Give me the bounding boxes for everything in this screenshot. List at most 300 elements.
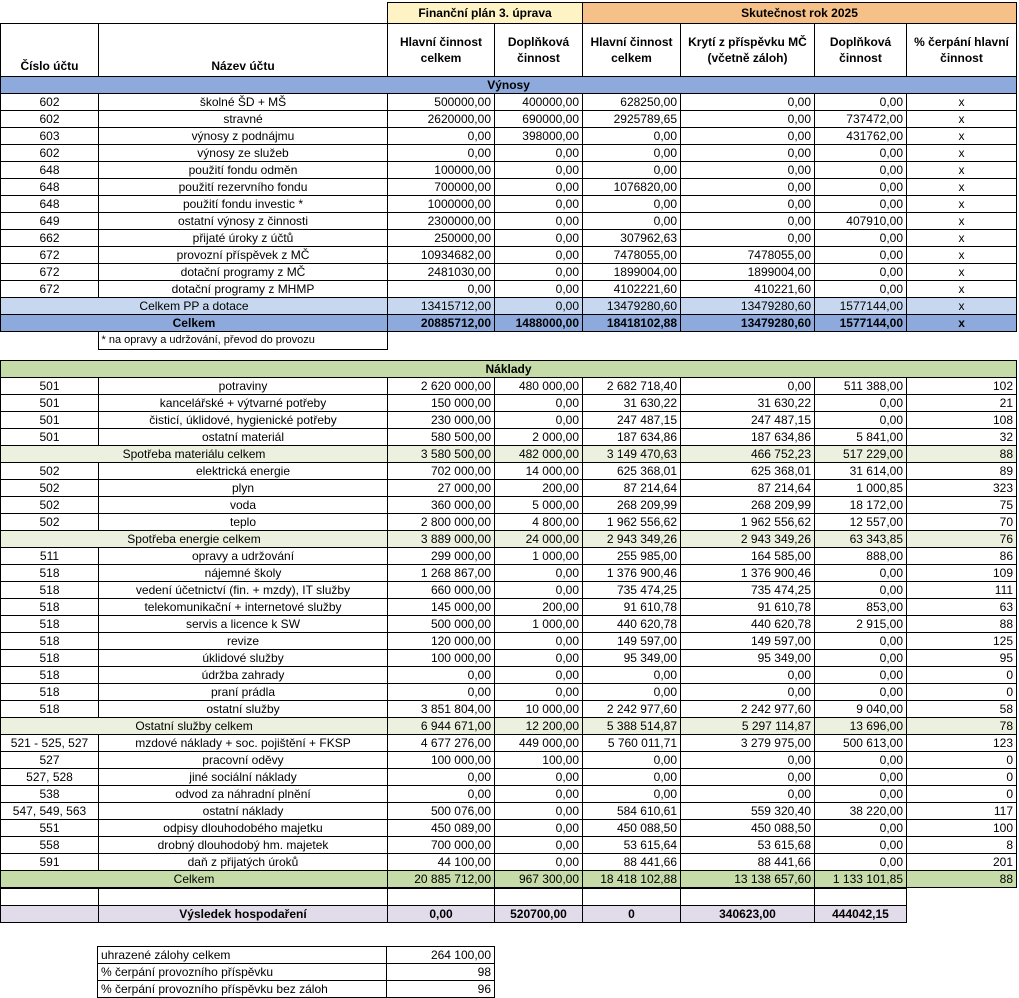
value-plan-main: 660 000,00 [388, 582, 495, 599]
value-real-coverage: 187 634,86 [681, 429, 815, 446]
value-plan-supplementary: 0,00 [495, 395, 583, 412]
value-real-coverage: 559 320,40 [681, 803, 815, 820]
value-real-main: 2 242 977,60 [583, 701, 681, 718]
value-percent: 95 [907, 650, 1017, 667]
value-percent: 323 [907, 480, 1017, 497]
subtotal-row-label: Celkem PP a dotace [1, 298, 388, 315]
result-plan-main: 0,00 [388, 906, 495, 923]
value-real-supplementary: 0,00 [815, 582, 907, 599]
table-row [1, 281, 1017, 298]
value-percent: x [907, 196, 1017, 213]
value-real-supplementary: 1577144,00 [815, 315, 907, 332]
account-name: voda [99, 497, 388, 514]
value-plan-main: 6 944 671,00 [388, 718, 495, 735]
total-row-label: Celkem [1, 315, 388, 332]
value-real-coverage: 1 376 900,46 [681, 565, 815, 582]
subtotal-row [1, 531, 1017, 548]
value-real-main: 2 943 349,26 [583, 531, 681, 548]
value-real-coverage: 5 297 114,87 [681, 718, 815, 735]
account-number: 501 [1, 412, 99, 429]
account-name: úklidové služby [99, 650, 388, 667]
value-real-supplementary: 0,00 [815, 667, 907, 684]
value-real-coverage: 0,00 [681, 786, 815, 803]
account-number: 518 [1, 701, 99, 718]
account-name: teplo [99, 514, 388, 531]
account-name: jiné sociální náklady [99, 769, 388, 786]
account-name: nájemné školy [99, 565, 388, 582]
value-percent: 89 [907, 463, 1017, 480]
spacer-cell [583, 889, 681, 906]
costs-title: Náklady [1, 361, 1017, 378]
account-number: 648 [1, 179, 99, 196]
value-percent: x [907, 213, 1017, 230]
value-plan-main: 700000,00 [388, 179, 495, 196]
value-real-main: 0,00 [583, 145, 681, 162]
account-name: opravy a udržování [99, 548, 388, 565]
value-real-supplementary: 2 915,00 [815, 616, 907, 633]
value-plan-supplementary: 1488000,00 [495, 315, 583, 332]
revenue-subtotal-row [1, 298, 1017, 315]
value-real-main: 0,00 [583, 684, 681, 701]
value-real-coverage: 7478055,00 [681, 247, 815, 264]
value-percent: 125 [907, 633, 1017, 650]
value-real-supplementary: 517 229,00 [815, 446, 907, 463]
value-real-main: 1899004,00 [583, 264, 681, 281]
value-real-main: 1 962 556,62 [583, 514, 681, 531]
revenue-footnote: * na opravy a udržování, převod do provozu [98, 332, 387, 349]
result-cell [1, 906, 99, 923]
account-number: 649 [1, 213, 99, 230]
account-number: 502 [1, 463, 99, 480]
value-real-main: 0,00 [583, 786, 681, 803]
account-number: 602 [1, 145, 99, 162]
account-number: 518 [1, 650, 99, 667]
value-percent: 75 [907, 497, 1017, 514]
value-real-coverage: 0,00 [681, 684, 815, 701]
value-plan-main: 20885712,00 [388, 315, 495, 332]
account-name: praní prádla [99, 684, 388, 701]
value-real-supplementary: 0,00 [815, 162, 907, 179]
value-real-main: 0,00 [583, 128, 681, 145]
value-real-supplementary: 0,00 [815, 769, 907, 786]
value-real-main: 628250,00 [583, 94, 681, 111]
value-real-supplementary: 0,00 [815, 395, 907, 412]
value-percent: x [907, 230, 1017, 247]
value-plan-main: 1 268 867,00 [388, 565, 495, 582]
value-real-main: 0,00 [583, 162, 681, 179]
summary-row [98, 947, 495, 964]
account-name: drobný dlouhodobý hm. majetek [99, 837, 388, 854]
value-real-coverage: 13 138 657,60 [681, 871, 815, 888]
value-percent: x [907, 145, 1017, 162]
value-real-supplementary: 0,00 [815, 247, 907, 264]
value-real-coverage: 0,00 [681, 213, 815, 230]
value-real-coverage: 31 630,22 [681, 395, 815, 412]
value-plan-main: 360 000,00 [388, 497, 495, 514]
value-plan-supplementary: 398000,00 [495, 128, 583, 145]
value-real-main: 1076820,00 [583, 179, 681, 196]
value-plan-supplementary: 0,00 [495, 769, 583, 786]
value-plan-main: 0,00 [388, 769, 495, 786]
table-row [1, 395, 1017, 412]
table-row [1, 111, 1017, 128]
result-real-supplementary: 444042,15 [815, 906, 907, 923]
account-name: odpisy dlouhodobého majetku [99, 820, 388, 837]
value-plan-supplementary: 0,00 [495, 179, 583, 196]
value-real-main: 2925789,65 [583, 111, 681, 128]
account-name: dotační programy z MHMP [99, 281, 388, 298]
table-row [1, 786, 1017, 803]
value-plan-main: 700 000,00 [388, 837, 495, 854]
value-plan-supplementary: 0,00 [495, 162, 583, 179]
value-real-supplementary: 737472,00 [815, 111, 907, 128]
value-plan-supplementary: 0,00 [495, 633, 583, 650]
value-percent: 8 [907, 837, 1017, 854]
value-real-coverage: 247 487,15 [681, 412, 815, 429]
value-real-coverage: 0,00 [681, 378, 815, 395]
value-percent: x [907, 162, 1017, 179]
table-row [1, 196, 1017, 213]
value-real-coverage: 149 597,00 [681, 633, 815, 650]
value-real-main: 31 630,22 [583, 395, 681, 412]
account-number: 672 [1, 264, 99, 281]
value-plan-main: 150 000,00 [388, 395, 495, 412]
revenue-section [0, 76, 1017, 350]
table-row [1, 803, 1017, 820]
value-real-coverage: 2 943 349,26 [681, 531, 815, 548]
revenue-title: Výnosy [1, 77, 1017, 94]
value-plan-main: 2481030,00 [388, 264, 495, 281]
value-real-coverage: 0,00 [681, 230, 815, 247]
value-plan-main: 27 000,00 [388, 480, 495, 497]
value-plan-supplementary: 0,00 [495, 196, 583, 213]
value-real-main: 91 610,78 [583, 599, 681, 616]
value-plan-supplementary: 10 000,00 [495, 701, 583, 718]
account-name: ostatní výnosy z činnosti [99, 213, 388, 230]
value-plan-supplementary: 482 000,00 [495, 446, 583, 463]
table-row [1, 497, 1017, 514]
value-percent: x [907, 281, 1017, 298]
account-name: dotační programy z MČ [99, 264, 388, 281]
value-percent: 88 [907, 446, 1017, 463]
result-label: Výsledek hospodaření [99, 906, 388, 923]
subtotal-row [1, 718, 1017, 735]
value-real-coverage: 450 088,50 [681, 820, 815, 837]
value-percent: 117 [907, 803, 1017, 820]
value-real-main: 5 388 514,87 [583, 718, 681, 735]
col-header-plan-supplementary: Doplňková činnost [495, 24, 583, 77]
value-real-supplementary: 0,00 [815, 684, 907, 701]
value-real-main: 584 610,61 [583, 803, 681, 820]
account-number: 602 [1, 94, 99, 111]
value-real-supplementary: 12 557,00 [815, 514, 907, 531]
value-real-main: 87 214,64 [583, 480, 681, 497]
value-real-main: 13479280,60 [583, 298, 681, 315]
value-real-coverage: 0,00 [681, 162, 815, 179]
value-real-main: 187 634,86 [583, 429, 681, 446]
value-percent: 88 [907, 616, 1017, 633]
value-plan-supplementary: 480 000,00 [495, 378, 583, 395]
value-real-coverage: 0,00 [681, 94, 815, 111]
value-plan-main: 0,00 [388, 684, 495, 701]
summary-label: % čerpání provozního příspěvku bez záloh [98, 981, 387, 998]
account-name: revize [99, 633, 388, 650]
account-name: použití fondu investic * [99, 196, 388, 213]
value-real-main: 247 487,15 [583, 412, 681, 429]
value-plan-main: 0,00 [388, 281, 495, 298]
account-number: 518 [1, 565, 99, 582]
value-real-main: 307962,63 [583, 230, 681, 247]
value-real-coverage: 1899004,00 [681, 264, 815, 281]
account-name: údržba zahrady [99, 667, 388, 684]
account-name: odvod za náhradní plnění [99, 786, 388, 803]
summary-label: uhrazené zálohy celkem [98, 947, 387, 964]
table-row [1, 230, 1017, 247]
value-plan-supplementary: 690000,00 [495, 111, 583, 128]
account-name: pracovní oděvy [99, 752, 388, 769]
value-plan-supplementary: 0,00 [495, 667, 583, 684]
value-percent: 0 [907, 786, 1017, 803]
value-percent: 70 [907, 514, 1017, 531]
value-real-coverage: 1 962 556,62 [681, 514, 815, 531]
summary-value: 264 100,00 [387, 947, 495, 964]
table-row [1, 179, 1017, 196]
value-plan-supplementary: 1 000,00 [495, 548, 583, 565]
value-real-supplementary: 0,00 [815, 565, 907, 582]
value-real-supplementary: 0,00 [815, 230, 907, 247]
col-header-percent: % čerpání hlavní činnost [907, 24, 1017, 77]
value-real-coverage: 0,00 [681, 128, 815, 145]
value-real-coverage: 0,00 [681, 111, 815, 128]
value-plan-main: 299 000,00 [388, 548, 495, 565]
account-name: mzdové náklady + soc. pojištění + FKSP [99, 735, 388, 752]
value-real-supplementary: 0,00 [815, 820, 907, 837]
account-number: 502 [1, 480, 99, 497]
account-number: 672 [1, 281, 99, 298]
value-real-coverage: 95 349,00 [681, 650, 815, 667]
table-row [1, 582, 1017, 599]
value-real-coverage: 0,00 [681, 769, 815, 786]
account-number: 518 [1, 633, 99, 650]
value-real-coverage: 13479280,60 [681, 315, 815, 332]
account-number: 518 [1, 599, 99, 616]
value-real-main: 255 985,00 [583, 548, 681, 565]
value-real-supplementary: 0,00 [815, 412, 907, 429]
value-plan-supplementary: 100,00 [495, 752, 583, 769]
value-real-main: 735 474,25 [583, 582, 681, 599]
value-real-coverage: 440 620,78 [681, 616, 815, 633]
account-number: 521 - 525, 527 [1, 735, 99, 752]
value-plan-main: 145 000,00 [388, 599, 495, 616]
table-row [1, 162, 1017, 179]
value-real-supplementary: 431762,00 [815, 128, 907, 145]
value-percent: 102 [907, 378, 1017, 395]
value-real-main: 7478055,00 [583, 247, 681, 264]
value-real-coverage: 2 242 977,60 [681, 701, 815, 718]
value-real-main: 0,00 [583, 196, 681, 213]
account-number: 518 [1, 582, 99, 599]
table-row [1, 548, 1017, 565]
value-real-supplementary: 888,00 [815, 548, 907, 565]
value-real-coverage: 0,00 [681, 179, 815, 196]
value-plan-main: 500 000,00 [388, 616, 495, 633]
value-percent: 58 [907, 701, 1017, 718]
table-row [1, 378, 1017, 395]
value-real-supplementary: 1 133 101,85 [815, 871, 907, 888]
result-real-main: 0 [583, 906, 681, 923]
value-plan-supplementary: 0,00 [495, 837, 583, 854]
value-plan-supplementary: 0,00 [495, 565, 583, 582]
value-plan-supplementary: 2 000,00 [495, 429, 583, 446]
value-real-coverage: 466 752,23 [681, 446, 815, 463]
account-name: čisticí, úklidové, hygienické potřeby [99, 412, 388, 429]
account-name: plyn [99, 480, 388, 497]
value-real-coverage: 0,00 [681, 145, 815, 162]
table-row [1, 650, 1017, 667]
value-real-main: 0,00 [583, 752, 681, 769]
value-real-coverage: 410221,60 [681, 281, 815, 298]
value-real-supplementary: 0,00 [815, 94, 907, 111]
value-plan-supplementary: 0,00 [495, 298, 583, 315]
table-row [1, 565, 1017, 582]
account-number: 501 [1, 378, 99, 395]
row-label: Spotřeba energie celkem [1, 531, 388, 548]
table-row [1, 264, 1017, 281]
summary-label: % čerpání provozního příspěvku [98, 964, 387, 981]
value-real-supplementary: 0,00 [815, 752, 907, 769]
value-real-coverage: 0,00 [681, 667, 815, 684]
value-percent: 0 [907, 752, 1017, 769]
table-row [1, 735, 1017, 752]
value-real-supplementary: 63 343,85 [815, 531, 907, 548]
account-name: použití fondu odměn [99, 162, 388, 179]
table-row [1, 667, 1017, 684]
value-plan-main: 3 580 500,00 [388, 446, 495, 463]
value-real-main: 53 615,64 [583, 837, 681, 854]
value-plan-supplementary: 24 000,00 [495, 531, 583, 548]
table-row [1, 752, 1017, 769]
value-real-main: 625 368,01 [583, 463, 681, 480]
value-plan-supplementary: 200,00 [495, 599, 583, 616]
account-number: 527, 528 [1, 769, 99, 786]
value-percent: x [907, 298, 1017, 315]
account-name: kancelářské + výtvarné potřeby [99, 395, 388, 412]
value-real-supplementary: 0,00 [815, 786, 907, 803]
value-plan-main: 500000,00 [388, 94, 495, 111]
table-header [0, 2, 1017, 77]
account-number: 672 [1, 247, 99, 264]
value-real-main: 0,00 [583, 769, 681, 786]
value-plan-supplementary: 0,00 [495, 684, 583, 701]
value-real-coverage: 91 610,78 [681, 599, 815, 616]
account-number: 551 [1, 820, 99, 837]
value-percent: 201 [907, 854, 1017, 871]
value-real-supplementary: 500 613,00 [815, 735, 907, 752]
value-plan-supplementary: 5 000,00 [495, 497, 583, 514]
account-name: výnosy ze služeb [99, 145, 388, 162]
table-row [1, 94, 1017, 111]
value-real-supplementary: 18 172,00 [815, 497, 907, 514]
col-header-real-main: Hlavní činnost celkem [583, 24, 681, 77]
spacer-cell [495, 889, 583, 906]
value-real-supplementary: 38 220,00 [815, 803, 907, 820]
value-real-main: 0,00 [583, 213, 681, 230]
spacer-cell [815, 889, 907, 906]
table-row [1, 514, 1017, 531]
value-plan-main: 120 000,00 [388, 633, 495, 650]
value-real-main: 1 376 900,46 [583, 565, 681, 582]
value-real-coverage: 0,00 [681, 196, 815, 213]
value-percent: 0 [907, 667, 1017, 684]
value-percent: x [907, 264, 1017, 281]
summary-row [98, 981, 495, 998]
account-number: 603 [1, 128, 99, 145]
account-name: provozní příspěvek z MČ [99, 247, 388, 264]
value-plan-main: 3 889 000,00 [388, 531, 495, 548]
account-number: 501 [1, 395, 99, 412]
table-row [1, 412, 1017, 429]
value-percent: x [907, 111, 1017, 128]
value-plan-supplementary: 200,00 [495, 480, 583, 497]
spacer-cell [681, 889, 815, 906]
account-number: 501 [1, 429, 99, 446]
col-header-real-supplementary: Doplňková činnost [815, 24, 907, 77]
value-plan-supplementary: 0,00 [495, 213, 583, 230]
result-row [1, 906, 907, 923]
value-real-supplementary: 1 000,85 [815, 480, 907, 497]
plan-group-header: Finanční plán 3. úprava [388, 3, 583, 24]
col-header-plan-main: Hlavní činnost celkem [388, 24, 495, 77]
value-real-supplementary: 0,00 [815, 196, 907, 213]
table-row [1, 213, 1017, 230]
value-plan-main: 0,00 [388, 667, 495, 684]
account-name: potraviny [99, 378, 388, 395]
account-number: 547, 549, 563 [1, 803, 99, 820]
value-real-supplementary: 0,00 [815, 837, 907, 854]
value-real-supplementary: 511 388,00 [815, 378, 907, 395]
value-percent: x [907, 247, 1017, 264]
value-plan-main: 100 000,00 [388, 752, 495, 769]
table-row [1, 128, 1017, 145]
value-plan-supplementary: 14 000,00 [495, 463, 583, 480]
account-name: přijaté úroky z účtů [99, 230, 388, 247]
value-real-supplementary: 9 040,00 [815, 701, 907, 718]
account-name: výnosy z podnájmu [99, 128, 388, 145]
value-real-supplementary: 0,00 [815, 854, 907, 871]
value-plan-supplementary: 0,00 [495, 281, 583, 298]
value-plan-main: 580 500,00 [388, 429, 495, 446]
table-row [1, 684, 1017, 701]
value-plan-main: 1000000,00 [388, 196, 495, 213]
summary-value: 98 [387, 964, 495, 981]
value-real-supplementary: 0,00 [815, 145, 907, 162]
value-percent: 123 [907, 735, 1017, 752]
value-real-supplementary: 0,00 [815, 281, 907, 298]
value-real-main: 18418102,88 [583, 315, 681, 332]
value-plan-main: 230 000,00 [388, 412, 495, 429]
value-plan-main: 4 677 276,00 [388, 735, 495, 752]
result-plan-supplementary: 520700,00 [495, 906, 583, 923]
value-percent: 78 [907, 718, 1017, 735]
account-number: 648 [1, 196, 99, 213]
value-real-coverage: 268 209,99 [681, 497, 815, 514]
value-real-supplementary: 407910,00 [815, 213, 907, 230]
value-real-coverage: 0,00 [681, 752, 815, 769]
value-plan-supplementary: 0,00 [495, 412, 583, 429]
account-number: 591 [1, 854, 99, 871]
value-plan-supplementary: 0,00 [495, 786, 583, 803]
value-plan-supplementary: 0,00 [495, 145, 583, 162]
